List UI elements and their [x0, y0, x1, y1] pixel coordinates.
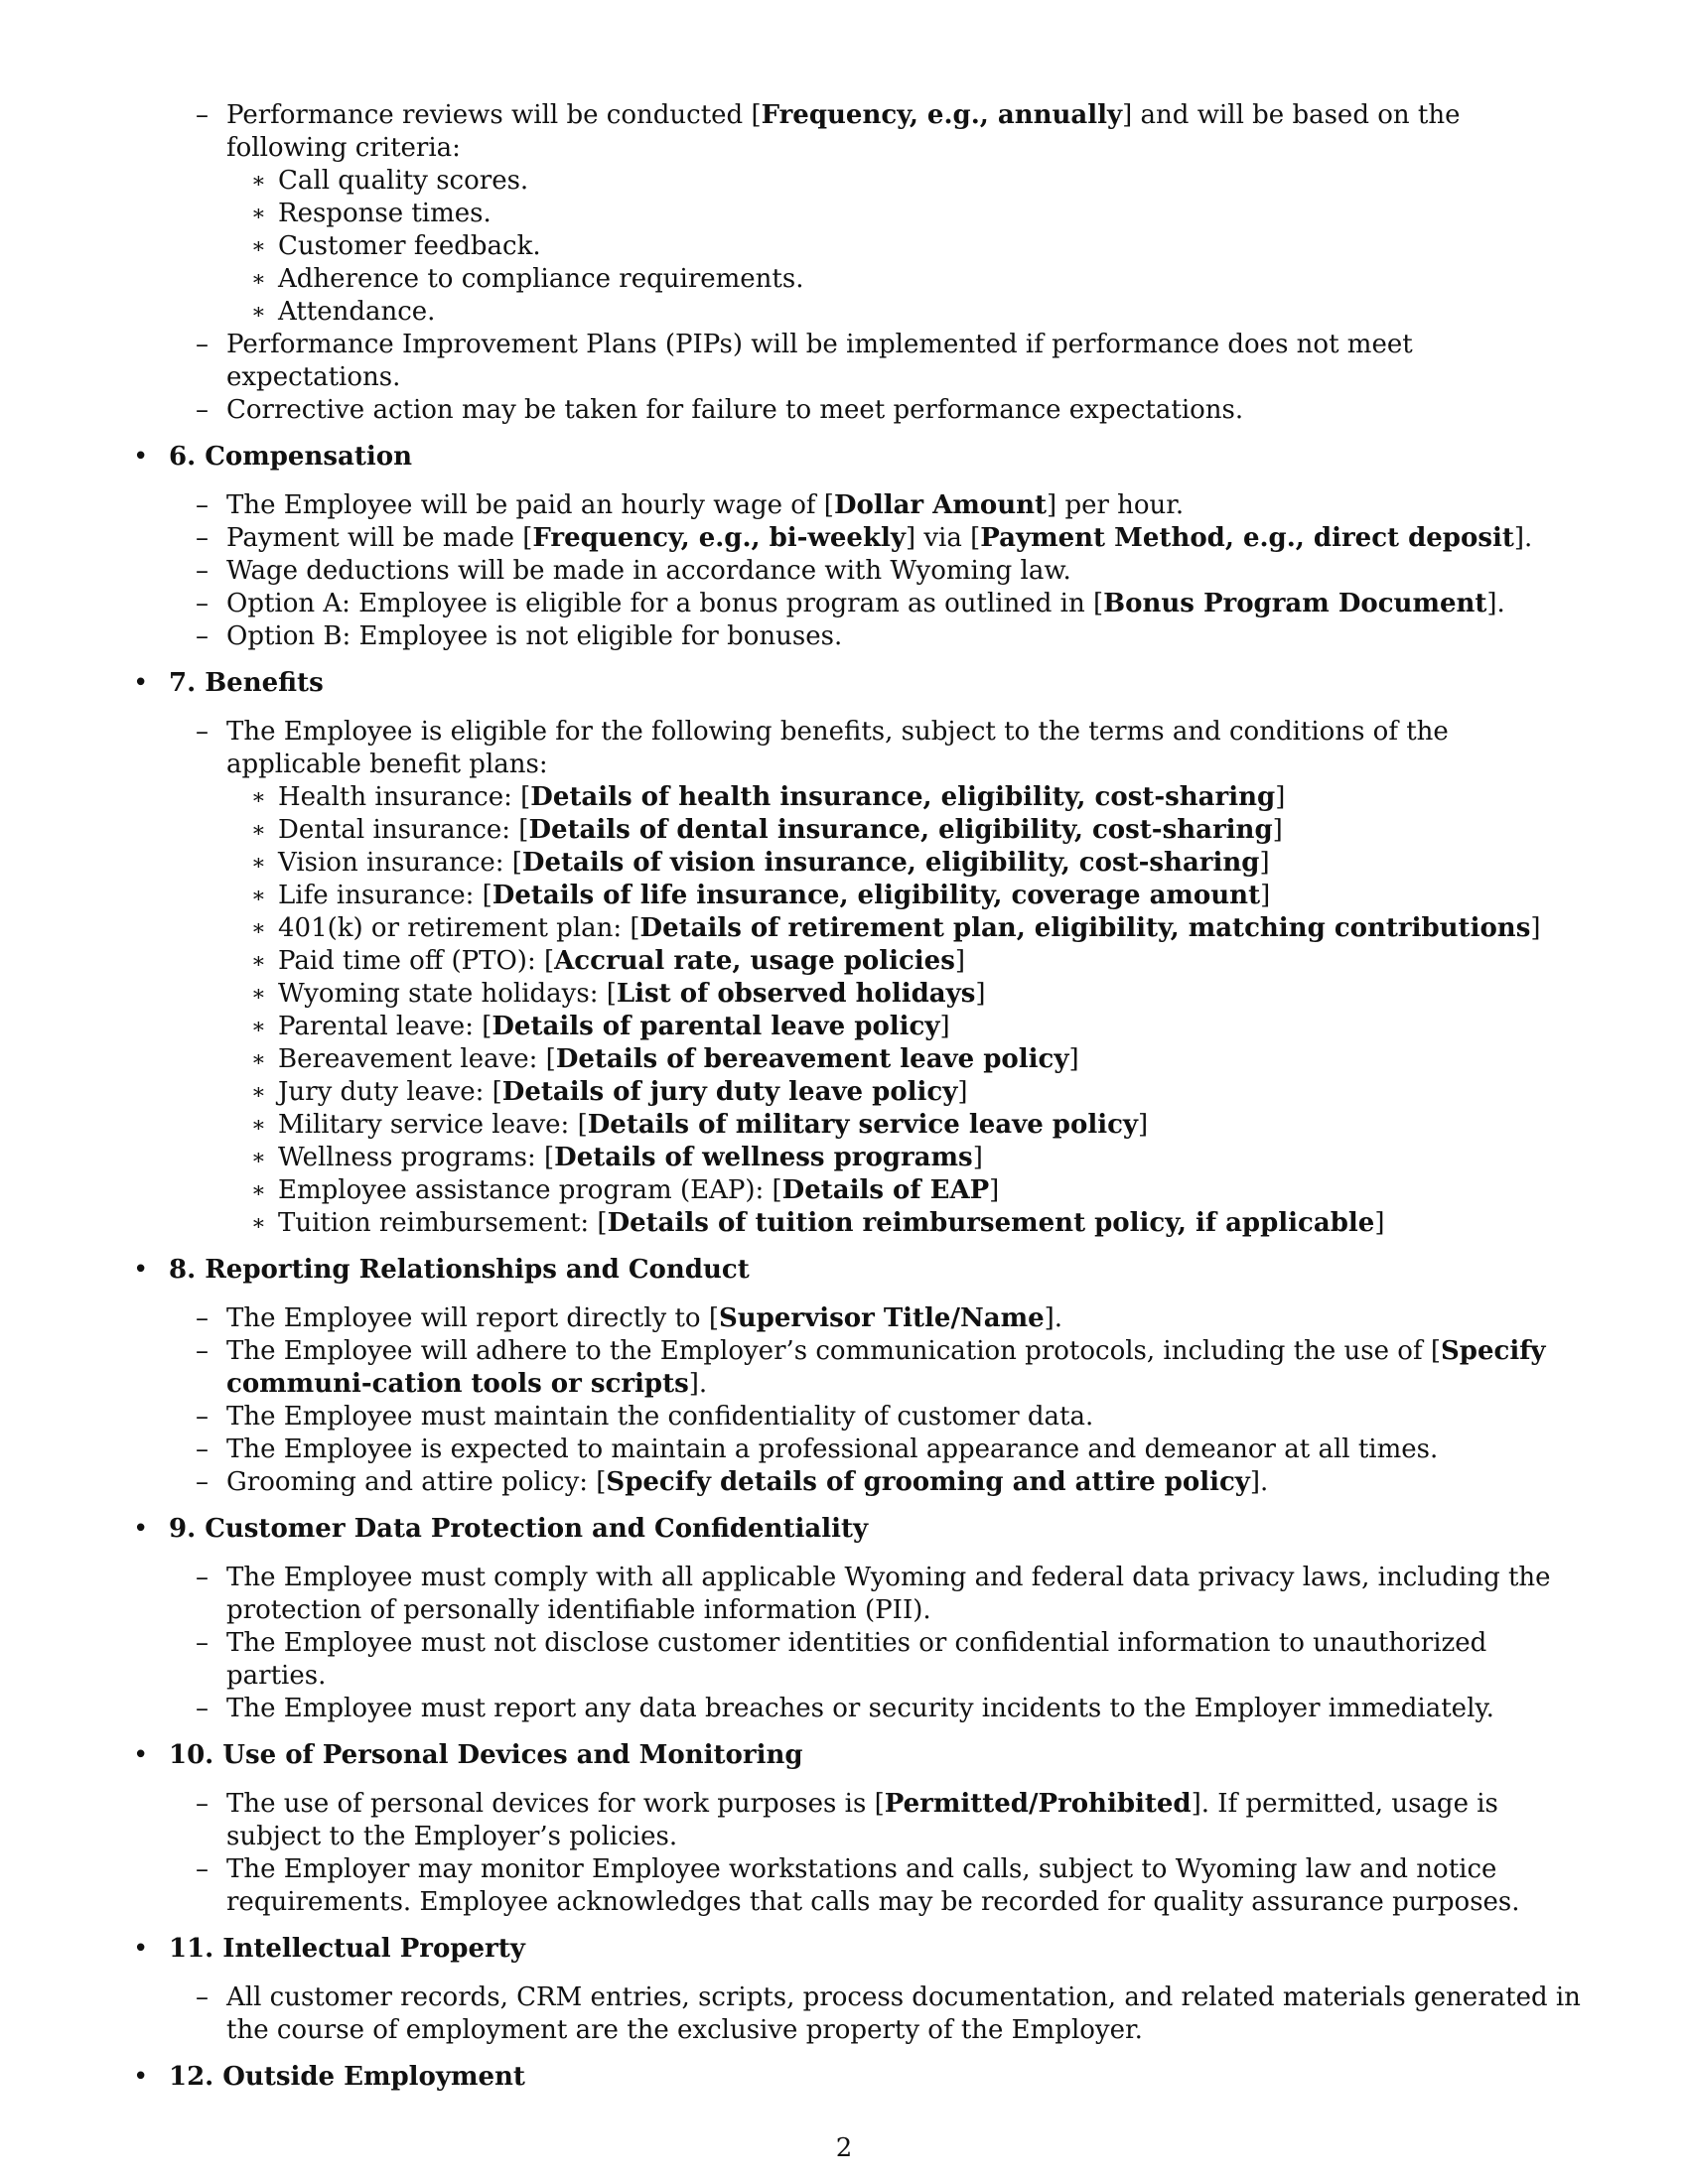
list-item: – The Employee must maintain the confidentiality of customer data. [196, 1402, 1094, 1432]
page-number: 2 [835, 2133, 853, 2163]
list-item: – Performance reviews will be conducted [Frequency, e.g., annually] and will be based on the following criteria: ∗ Call quality scores. ∗ Response times. ∗ Customer feedback. ∗ Adherence to compliance requirements. ∗ Attendance. [169, 99, 1589, 329]
list-item: – The Employee will adhere to the Employer’s communication protocols, including the use of [Specify communi-cation tools or scripts]. [196, 1336, 1546, 1399]
list-item: ∗ Customer feedback. [251, 231, 541, 261]
list-item: ∗ Dental insurance: [Details of dental insurance, eligibility, cost-sharing] [251, 815, 1283, 845]
section-outside-employment [133, 2061, 1589, 2094]
list-item: ∗ Employee assistance program (EAP): [Details of EAP] [251, 1175, 1000, 1205]
list-item: – Wage deductions will be made in accordance with Wyoming law. [196, 556, 1071, 586]
list-item: – The Employee will be paid an hourly wage of [Dollar Amount] per hour. [196, 490, 1185, 520]
list-item: ∗ Bereavement leave: [Details of bereavement leave policy] [251, 1044, 1079, 1074]
section-personal-devices [133, 1739, 1589, 1919]
section-bullet: • [133, 1514, 149, 1544]
section-data-protection [133, 1513, 1589, 1725]
list-item: ∗ Parental leave: [Details of parental leave policy] [251, 1012, 950, 1041]
section-bullet: • [133, 1934, 149, 1964]
list-item: – Option B: Employee is not eligible for bonuses. [196, 621, 843, 651]
section-bullet: • [133, 1255, 149, 1285]
list-item: – Corrective action may be taken for failure to meet performance expectations. [196, 395, 1244, 425]
section-intellectual-property [133, 1933, 1589, 2047]
benefit-items [226, 781, 1589, 1240]
section-heading: 12. Outside Employment [169, 2062, 525, 2092]
benefits-list [169, 716, 1589, 1240]
section-reporting [133, 1254, 1589, 1499]
list-item: ∗ Health insurance: [Details of health insurance, eligibility, cost-sharing] [251, 782, 1286, 812]
list-item: – The Employee must comply with all applicable Wyoming and federal data privacy laws, including the protection of personally identifiable information (PII). [196, 1563, 1551, 1625]
list-item: – Payment will be made [Frequency, e.g., bi-weekly] via [Payment Method, e.g., direct deposit]. [196, 523, 1533, 553]
performance-list [169, 99, 1589, 427]
section-bullet: • [133, 442, 149, 472]
list-item: ∗ Military service leave: [Details of military service leave policy] [251, 1110, 1149, 1140]
section-heading: 8. Reporting Relationships and Conduct [169, 1255, 750, 1285]
reporting-list [169, 1302, 1589, 1499]
criteria-list [226, 165, 1589, 329]
ip-list [169, 1981, 1589, 2047]
list-item: – Option A: Employee is eligible for a bonus program as outlined in [Bonus Program Document]. [196, 589, 1505, 618]
section-heading: 6. Compensation [169, 442, 412, 472]
section-bullet: • [133, 1740, 149, 1770]
section-bullet: • [133, 2062, 149, 2092]
list-item: ∗ Call quality scores. [251, 166, 529, 196]
list-item: – Grooming and attire policy: [Specify details of grooming and attire policy]. [196, 1467, 1269, 1497]
list-item: ∗ 401(k) or retirement plan: [Details of retirement plan, eligibility, matching contributions] [251, 913, 1541, 943]
data-protection-list [169, 1562, 1589, 1725]
section-heading: 9. Customer Data Protection and Confidentiality [169, 1514, 869, 1544]
list-item: ∗ Response times. [251, 199, 492, 228]
list-item: – The Employee is eligible for the following benefits, subject to the terms and conditions of the applicable benefit plans: ∗ Health insurance: [Details of health insurance, eligibility, cost-sharing] ∗ Dental insurance: [Details of dental insurance, eligibility, cost-sharing] ∗ Vision insurance: [Details of vision insurance, eligibility, cost-sharing] ∗ Life insurance: [Details of life insurance, eligibility, coverage amount] ∗ 401(k) or retirement plan: [Details of retirement plan, eligibility, matching contributions] ∗ Paid time off (PTO): [Accrual rate, usage policies] ∗ Wyoming state holidays: [List of observed holidays] ∗ Parental leave: [Details of parental leave policy] ∗ Bereavement leave: [Details of bereavement leave policy] ∗ Jury duty leave: [Details of jury duty leave policy] ∗ Military service leave: [Details of military service leave policy] ∗ Wellness programs: [Details of wellness programs] ∗ Employee assistance program (EAP): [Details of EAP] ∗ Tuition reimbursement: [Details of tuition reimbursement policy, if applicable] [169, 716, 1589, 1240]
list-item: – The Employee must not disclose customer identities or confidential information to unauthorized parties. [196, 1628, 1487, 1691]
dash-marker: – [196, 100, 209, 130]
section-heading: 7. Benefits [169, 668, 324, 698]
section-performance-continued [133, 99, 1589, 427]
list-item: – Performance Improvement Plans (PIPs) will be implemented if performance does not meet expectations. [196, 330, 1413, 392]
list-item: ∗ Paid time off (PTO): [Accrual rate, usage policies] [251, 946, 966, 976]
list-item: – The Employee must report any data breaches or security incidents to the Employer immediately. [196, 1694, 1494, 1723]
list-item: ∗ Wyoming state holidays: [List of observed holidays] [251, 979, 986, 1009]
section-heading: 11. Intellectual Property [169, 1934, 525, 1964]
section-benefits [133, 667, 1589, 1240]
list-item: ∗ Attendance. [251, 297, 436, 327]
list-item: ∗ Wellness programs: [Details of wellness programs] [251, 1143, 983, 1172]
list-item: ∗ Adherence to compliance requirements. [251, 264, 804, 294]
list-item: ∗ Tuition reimbursement: [Details of tuition reimbursement policy, if applicable] [251, 1208, 1385, 1238]
list-item: – The Employee will report directly to [Supervisor Title/Name]. [196, 1303, 1063, 1333]
section-heading: 10. Use of Personal Devices and Monitoring [169, 1740, 803, 1770]
list-item: ∗ Life insurance: [Details of life insurance, eligibility, coverage amount] [251, 881, 1271, 910]
section-bullet: • [133, 668, 149, 698]
list-item: – All customer records, CRM entries, scripts, process documentation, and related materials generated in the course of employment are the exclusive property of the Employer. [196, 1982, 1581, 2045]
list-item: – The use of personal devices for work purposes is [Permitted/Prohibited]. If permitted, usage is subject to the Employer’s policies. [196, 1789, 1498, 1851]
document-page [133, 99, 1589, 2110]
list-item: – The Employee is expected to maintain a professional appearance and demeanor at all times. [196, 1434, 1439, 1464]
section-compensation [133, 441, 1589, 653]
list-item: – The Employer may monitor Employee workstations and calls, subject to Wyoming law and notice requirements. Employee acknowledges that calls may be recorded for quality assurance purposes. [196, 1854, 1520, 1917]
list-item: ∗ Vision insurance: [Details of vision insurance, eligibility, cost-sharing] [251, 848, 1270, 878]
compensation-list [169, 489, 1589, 653]
list-item: ∗ Jury duty leave: [Details of jury duty leave policy] [251, 1077, 968, 1107]
devices-list [169, 1788, 1589, 1919]
